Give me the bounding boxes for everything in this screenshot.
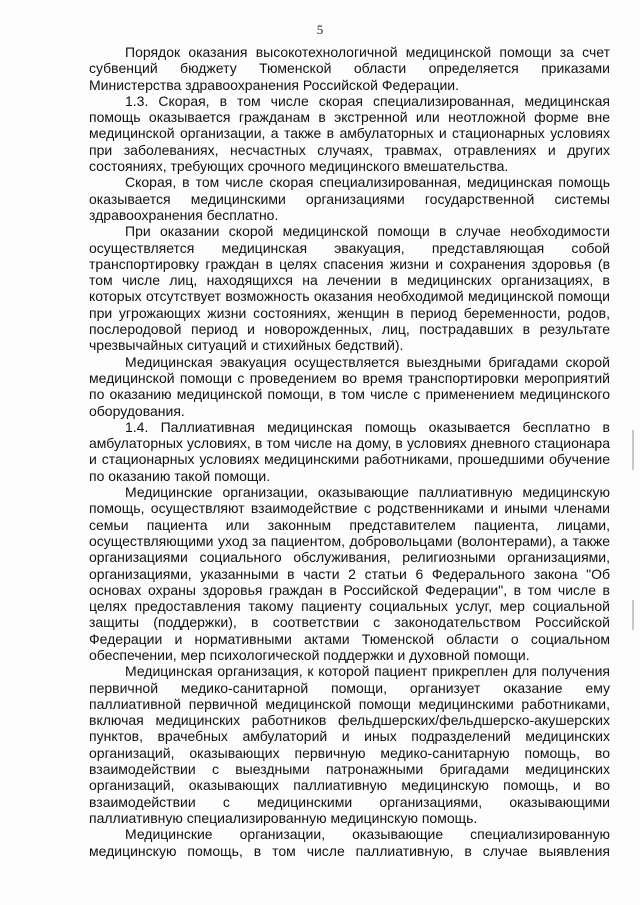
paragraph-1-4-palliative-care: 1.4. Паллиативная медицинская помощь оказывается бесплатно в амбулаторных условиях, в том числе на дому, в условиях дневного стационара и стационарных условиях медицинскими работниками, прошедшими обучение по оказанию такой помощи. xyxy=(89,418,610,484)
paragraph-specialized-care: Медицинские организации, оказывающие специализированную медицинскую помощь, в том числе паллиативную, в случае выявления xyxy=(89,826,610,859)
paragraph-medical-evacuation: При оказании скорой медицинской помощи в случае необходимости осуществляется медицинская эвакуация, представляющая собой транспортировку граждан в целях спасения жизни и сохранения здоровья (в том числе лиц, находящихся на лечении в медицинских организациях, в которых отсутствует возможность оказания необходимой медицинской помощи при угрожающих жизни состояниях, женщин в период беременности, родов, послеродовой период и новорожденных, лиц, пострадавших в результате чрезвычайных ситуаций и стихийных бедствий). xyxy=(89,223,610,354)
paragraph-1-3-emergency-care: 1.3. Скорая, в том числе скорая специализированная, медицинская помощь оказывается гражданам в экстренной или неотложной форме вне медицинской организации, а также в амбулаторных и стационарных условиях при заболеваниях, несчастных случаях, травмах, отравлениях и других состояниях, требующих срочного медицинского вмешательства. xyxy=(89,92,610,175)
paragraph-evacuation-teams: Медицинская эвакуация осуществляется выездными бригадами скорой медицинской помощи с проведением во время транспортировки мероприятий по оказанию медицинской помощи, в том числе с применением медицинского оборудования. xyxy=(89,353,610,419)
paragraph-hmp-order: Порядок оказания высокотехнологичной медицинской помощи за счет субвенций бюджету Тюменской области определяется приказами Министерства здравоохранения Российской Федерации. xyxy=(89,44,610,93)
page-number: 5 xyxy=(316,22,324,37)
paragraph-palliative-interaction: Медицинские организации, оказывающие паллиативную медицинскую помощь, осуществляют взаимодействие с родственниками и иными членами семьи пациента или законным представителем пациента, лицами, осуществляющими уход за пациентом, добровольцами (волонтерами), а также организациями социального обслуживания, религиозными организациями, организациями, указанными в части 2 статьи 6 Федерального закона "Об основах охраны здоровья граждан в Российской Федерации", в том числе в целях предоставления такому пациенту социальных услуг, мер социальной защиты (поддержки), в соответствии с законодательством Российской Федерации и нормативными актами Тюменской области о социальном обеспечении, мер психологической поддержки и духовной помощи. xyxy=(89,484,610,663)
scan-edge-mark xyxy=(632,600,634,630)
scan-edge-mark xyxy=(632,430,634,470)
paragraph-primary-palliative: Медицинская организация, к которой пациент прикреплен для получения первичной медико-санитарной помощи, организует оказание ему паллиативной первичной медицинской помощи медицинскими работниками, включая медицинских работников фельдшерских/фельдшерско-акушерских пунктов, врачебных амбулаторий и иных подразделений медицинских организаций, оказывающих первичную медико-санитарную помощь, во взаимодействии с выездными патронажными бригадами медицинских организаций, оказывающих паллиативную медицинскую помощь, и во взаимодействии с медицинскими организациями, оказывающими паллиативную специализированную медицинскую помощь. xyxy=(89,663,610,826)
paragraph-emergency-care-free: Скорая, в том числе скорая специализированная, медицинская помощь оказывается медицинскими организациями государственной системы здравоохранения бесплатно. xyxy=(89,174,610,223)
document-body xyxy=(89,44,610,859)
